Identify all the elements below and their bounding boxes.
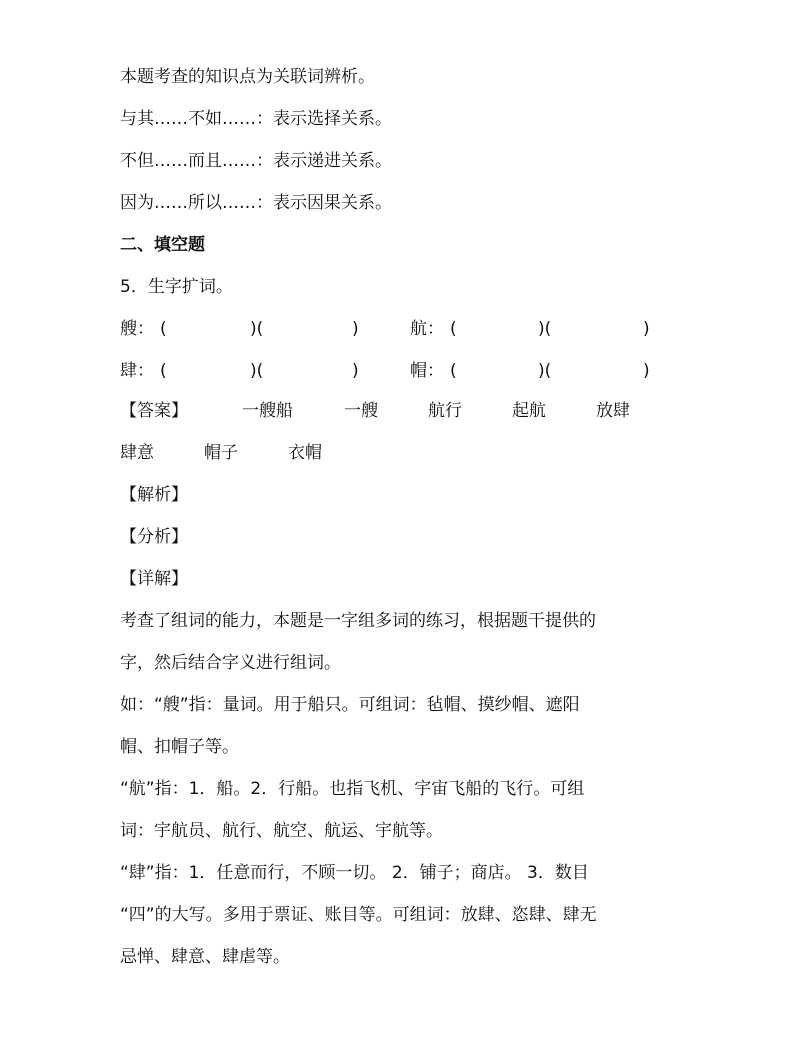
answer-row	[120, 441, 680, 465]
answer-row	[120, 399, 680, 423]
section-title: 二、填空题	[120, 235, 205, 255]
fenxi-label: 【分析】	[120, 527, 188, 547]
blank-paren[interactable]: )(	[538, 361, 552, 381]
detail-line: 如：“艘”指：量词。用于船只。可组词：毡帽、摸纱帽、遮阳	[120, 695, 580, 715]
blank-paren[interactable]: )(	[250, 319, 264, 339]
detail-line: 考查了组词的能力，本题是一字组多词的练习，根据题干提供的	[120, 611, 596, 631]
blank-paren[interactable]: )(	[250, 361, 264, 381]
answer-word: 航行	[428, 401, 462, 421]
row-char: 艘：	[120, 319, 154, 339]
question-number: 5．	[120, 277, 148, 297]
detail-line: “肆”指：1．任意而行，不顾一切。 2．铺子；商店。 3．数目	[120, 863, 589, 883]
detail-line: 忌惮、肆意、肆虐等。	[120, 947, 290, 967]
detail-line: “四”的大写。多用于票证、账目等。可组词：放肆、恣肆、肆无	[120, 905, 597, 925]
detail-line: 字，然后结合字义进行组词。	[120, 653, 341, 673]
intro-item: 不但……而且……：表示递进关系。	[120, 151, 392, 171]
blank-paren[interactable]: (	[160, 361, 167, 381]
intro-item: 与其……不如……：表示选择关系。	[120, 109, 392, 129]
question-text: 生字扩词。	[147, 277, 233, 297]
answer-word: 一艘	[344, 401, 378, 421]
blank-paren[interactable]: )(	[538, 319, 552, 339]
question-title	[120, 275, 233, 299]
word-row	[120, 317, 680, 341]
blank-paren[interactable]: (	[450, 361, 457, 381]
blank-paren[interactable]: )	[352, 361, 359, 381]
word-row	[120, 359, 680, 383]
answer-label: 【答案】	[120, 401, 188, 421]
answer-word: 一艘船	[242, 401, 293, 421]
answer-word: 起航	[512, 401, 546, 421]
detail-line: 帽、扣帽子等。	[120, 737, 239, 757]
row-char: 肆：	[120, 361, 154, 381]
analysis-label: 【解析】	[120, 485, 188, 505]
answer-word: 衣帽	[288, 443, 322, 463]
intro-item: 因为……所以……：表示因果关系。	[120, 193, 392, 213]
answer-word: 肆意	[120, 443, 154, 463]
answer-word: 帽子	[204, 443, 238, 463]
detail-label: 【详解】	[120, 569, 188, 589]
blank-paren[interactable]: )	[643, 361, 650, 381]
answer-word: 放肆	[596, 401, 630, 421]
intro-text: 本题考查的知识点为关联词辨析。	[120, 67, 375, 87]
row-char: 帽：	[410, 361, 444, 381]
detail-line: “航”指：1．船。2．行船。也指飞机、宇宙飞船的飞行。可组	[120, 779, 585, 799]
blank-paren[interactable]: (	[160, 319, 167, 339]
blank-paren[interactable]: )	[643, 319, 650, 339]
blank-paren[interactable]: (	[450, 319, 457, 339]
blank-paren[interactable]: )	[352, 319, 359, 339]
row-char: 航：	[410, 319, 444, 339]
detail-line: 词：宇航员、航行、航空、航运、宇航等。	[120, 821, 443, 841]
